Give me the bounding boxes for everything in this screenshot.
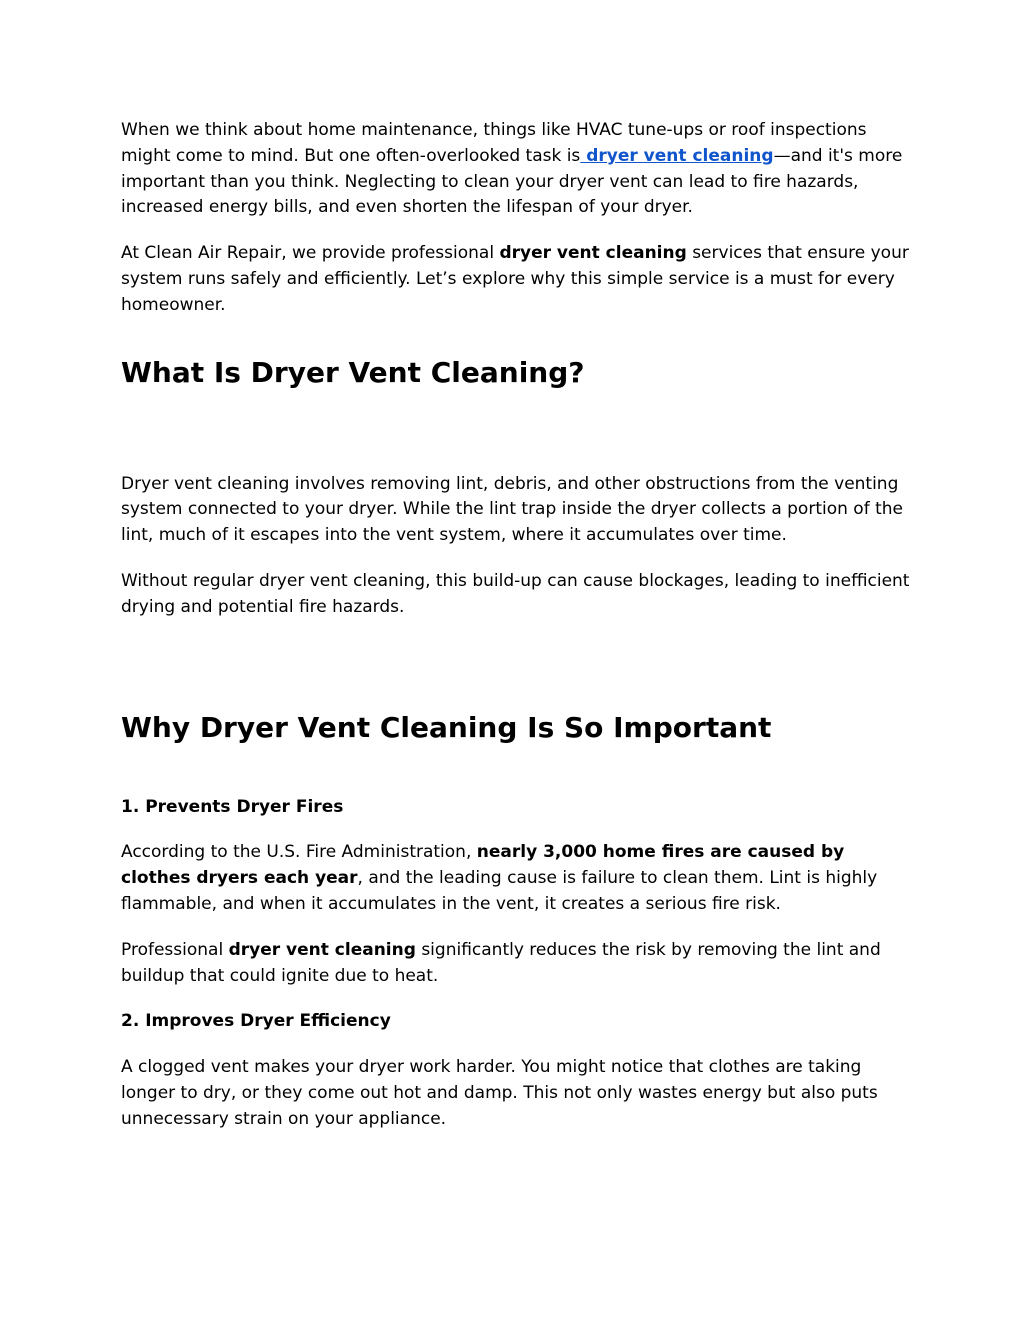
dryer-vent-cleaning-link[interactable]: dryer vent cleaning — [580, 145, 774, 166]
section1-paragraph-2: Without regular dryer vent cleaning, this build-up can cause blockages, leading to inefficient drying and potential fire hazards. — [121, 570, 910, 617]
intro-p2-text-after-bold: services that ensure your system runs safely and efficiently. Let’s explore why this simple service is a must for every homeowner. — [121, 243, 909, 315]
section1-paragraph-1: Dryer vent cleaning involves removing lint, debris, and other obstructions from the venting system connected to your dryer. While the lint trap inside the dryer collects a portion of the lint, much of it escapes into the vent system, where it accumulates over time. — [121, 473, 903, 546]
intro-paragraph-2 — [121, 241, 911, 318]
fires-paragraph-1 — [121, 840, 911, 917]
fires-paragraph-2 — [121, 938, 911, 990]
section-heading-why-important: Why Dryer Vent Cleaning Is So Important — [121, 710, 772, 744]
fires-p2-text-before-bold: Professional — [121, 939, 229, 960]
intro-p2-text-before-bold: At Clean Air Repair, we provide professional — [121, 243, 500, 264]
intro-paragraph-1 — [121, 118, 911, 221]
section-heading-what-is: What Is Dryer Vent Cleaning? — [121, 355, 585, 389]
intro-text-after-link: —and it's more important than you think. Neglecting to clean your dryer vent can lead to fire hazards, increased energy bills, and even shorten the lifespan of your dryer. — [121, 145, 903, 218]
subheading-improves-efficiency: 2. Improves Dryer Efficiency — [121, 1011, 391, 1032]
fires-p1-bold-text: nearly 3,000 home fires are caused by clothes dryers each year — [121, 842, 845, 889]
fires-p2-bold-text: dryer vent cleaning — [228, 939, 416, 960]
fires-p1-text-before-bold: According to the U.S. Fire Administration, — [121, 842, 477, 863]
efficiency-paragraph-1: A clogged vent makes your dryer work harder. You might notice that clothes are taking longer to dry, or they come out hot and damp. This not only wastes energy but also puts unnecessary strain on your appliance. — [121, 1057, 878, 1129]
subheading-prevents-fires: 1. Prevents Dryer Fires — [121, 796, 344, 817]
fires-p2-text-after-bold: significantly reduces the risk by removing the lint and buildup that could ignite due to heat. — [121, 939, 881, 986]
intro-text-before-link: When we think about home maintenance, things like HVAC tune-ups or roof inspections might come to mind. But one often-overlooked task is — [121, 120, 867, 166]
fires-p1-text-after-bold: , and the leading cause is failure to clean them. Lint is highly flammable, and when it accumulates in the vent, it creates a serious fire risk. — [121, 868, 878, 914]
document-body — [121, 118, 911, 1133]
intro-p2-bold-text: dryer vent cleaning — [499, 243, 687, 264]
